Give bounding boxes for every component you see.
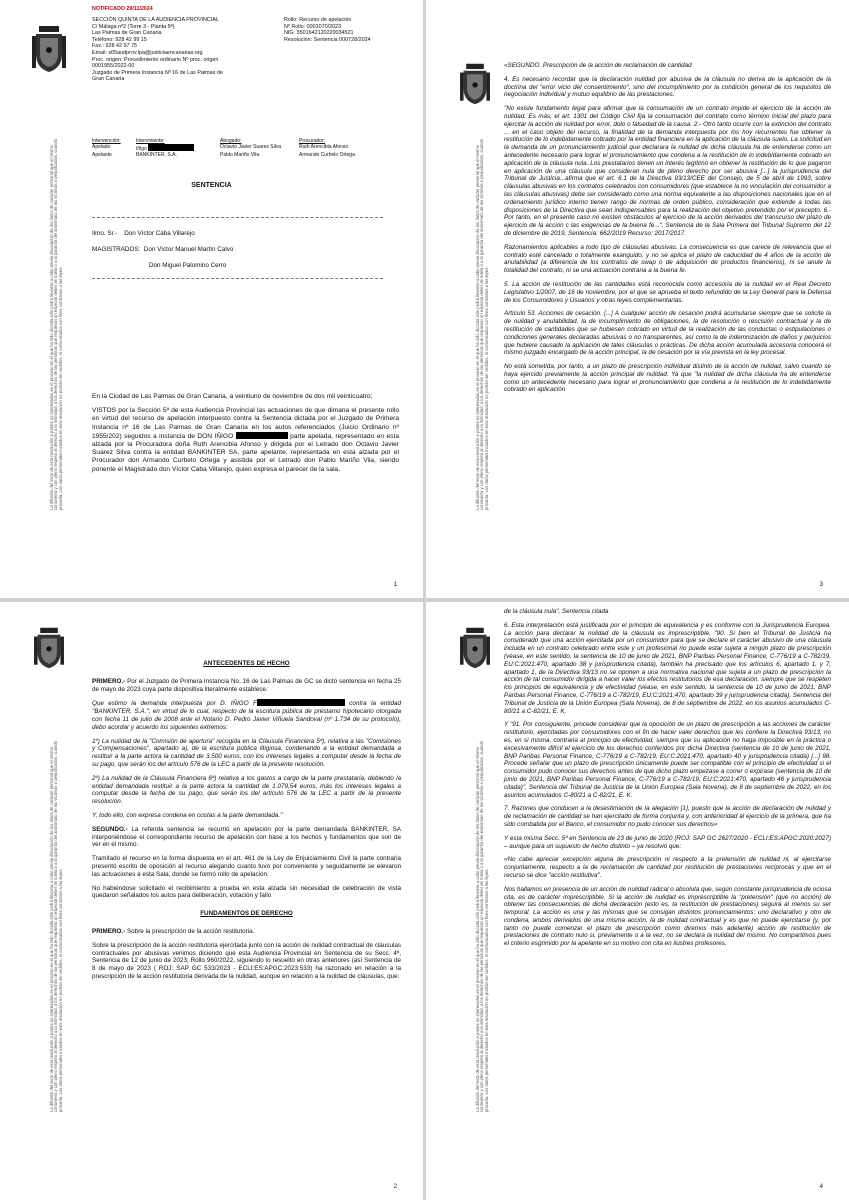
- table-cell: Apelante: [92, 152, 112, 158]
- text-run: contra la entidad "BANKINTER, S.A."; en virtud de lo cual, respecto de la escritura pública de préstamo hipotecario otorgada con fecha 11 de julio de 2008 ante el Notario D. Pedro Javier Viñuela Sandoval (nº 1.734 de su protocolo), debo acordar y acuerdo los siguientes extremos:: [92, 700, 401, 731]
- paragraph: 5. La acción de restitución de las cantidades está reconocida como accesoria de la nulidad en el Real Decreto Legislativo 1/2007, de 16 de noviembre, por el que se aprueba el texto refundido de la Ley General para la Defensa de los Consumidores y Usuarios y otras leyes complementarias.: [504, 280, 831, 304]
- column-header: Procurador:: [299, 138, 326, 144]
- judges-block: [92, 230, 233, 270]
- privacy-side-note: La difusión del texto de esta resolución a partes no interesadas en el proceso en el que ha sido dictada sólo podrá llevarse a cabo previa disociación de los datos de carácter personal que el mismo contuviera y con pleno respeto al derecho a la intimidad, a los derechos de las personas que requieran un especial deber de tutela o a la garantía del anonimato de las víctimas o perjudicados, cuando proceda. Los datos personales incluidos en esta resolución no podrán ser cedidos, ni comunicados con fines contrarios a las leyes.: [49, 740, 63, 1112]
- header-line: Fax.: 928 42 97 75: [92, 43, 137, 50]
- text-run: Que estimo la demanda interpuesta por D. IÑIGO F: [92, 700, 257, 708]
- paragraph: Y "91. Por consiguiente, procede considerar que la oposición de un plazo de prescripción a las acciones de carácter restitutorio, ejercitadas por consumidores con el fin de hacer valer derechos que les confiere la Directiva 93/13, no es, en sí misma, contraria al principio de efectividad, siempre que su aplicación no haga imposible en la práctica o excesivamente difícil el ejercicio de los derechos conferidos por dicha Directiva (sentencia de 10 de junio de 2021, BNP Paribas Personal Finance, C-776/19 a C-782/19, EU:C:2021:470, apartado 40 y jurisprudencia citada) [...] 98. Procede señalar que un plazo de prescripción únicamente puede ser compatible con el principio de efectividad si el consumidor pudo conocer sus derechos antes de que dicho plazo empezase a correr o expirase (sentencia de 10 de junio de 2021, BNP Paribas Personal Finance, C-776/19 a C-782/19, EU:C:2021:470, apartado 46 y jurisprudencia citada)", Sentencia del Tribunal de Justicia de la Unión Europea (Sala Novena), de 8 de septiembre de 2022, en los asuntos acumulados C-80/21 a C-82/21, E. K.: [504, 721, 831, 799]
- redaction-bar: [257, 699, 345, 706]
- text-run: parte apelada, representado en esta alzada por la Procuradora doña Ruth Arencibia Afonso y dirigida por el Letrado don Octavio Javier Suárez Silva contra la entidad BANKINTER SA, parte apelante, representada en esta alzada por el Procurador don Armando Curbelo Ortega y asistida por el Letrado don Pablo Mariño Vila, siendo ponente el Magistrado don Víctor Caba Villarejo, quien expresa el parecer de la sala.: [92, 432, 399, 473]
- header-line: Gran Canaria: [92, 76, 125, 83]
- page-number: 1: [393, 582, 397, 588]
- header-line: Email: s05audprov.lpa@justiciaencanarias.org: [92, 49, 203, 56]
- header-line: C/ Málaga nº2 (Torre 3 - Planta 5ª): [92, 23, 175, 30]
- case-line: Nº Rollo: 0001070/2023: [284, 23, 342, 30]
- paragraph-label: SEGUNDO.-: [92, 825, 128, 833]
- page-number: 3: [819, 582, 823, 588]
- header-line: Juzgado de Primera Instancia Nº 16 de Las Palmas de: [92, 69, 223, 76]
- document-page-4: [426, 602, 849, 1200]
- page4-body: [504, 608, 831, 954]
- paragraph-label: PRIMERO.-: [92, 927, 126, 935]
- header-line: Teléfono: 928 42 99 15: [92, 36, 147, 43]
- column-header: Intervención:: [92, 138, 121, 144]
- judge-label: Ilmo. Sr.-: [92, 230, 118, 237]
- section-heading: ANTECEDENTES DE HECHO: [203, 660, 290, 667]
- page2-body: [92, 650, 401, 987]
- column-header: Abogado:: [220, 138, 242, 144]
- quoted-item: Y, todo ello, con expresa condena en costas a la parte demandada.": [92, 811, 283, 819]
- coat-of-arms-icon: [458, 62, 492, 106]
- paragraph: 6. Esta interpretación está justificada por el principio de equivalencia y es conforme con la Jurisprudencia Europea. La acción para declarar la nulidad de la cláusula es imprescriptible. "90. Si bien el Tribunal de Justicia ha considerado que una acción ejercitada por un consumidor para que se declare el carácter abusivo de una cláusula incluida en un contrato celebrado entre este y un profesional no puede estar sujeta a ningún plazo de prescripción (véase, en este sentido, la sentencia de 10 de junio de 2021, BNP Paribas Personal Finance, C-776/19 a C-782/19, EU:C:2021:470, apartado 38 y jurisprudencia citada), también ha precisado que los artículos 6, apartado 1, y 7, apartado 1, de la Directiva 93/13 no se oponen a una normativa nacional que sujeta a un plazo de prescripción la acción de tal consumidor dirigida a hacer valer los efectos restitutorios de esa declaración, siempre que se respeten los principios de equivalencia y de efectividad (véase, en este sentido, la sentencia de 10 de junio de 2021, BNP Paribas Personal Finance, C-776/19 a C-782/19, EU:C:2021:470, apartado 39 y jurisprudencia citada), Sentencia del Tribunal de Justicia de la Unión Europea (Sala Novena), de 8 de septiembre de 2022, en los asuntos acumulados C-80/21 a C-82/21, E. K.: [504, 621, 831, 715]
- paragraph: Sobre la prescripción de la acción restitutoria ejercitada junto con la acción de nulidad contractual de cláusulas contractuales por abusivas venimos diciendo que esta Audiencia Provincial en Sentencia de su Secc. 4ª, Sentencia de 12 de junio de 2023; Rollo 960/2022, siguiendo lo resuelto en otras anteriores (así Sentencia de 8 de mayo de 2023 ( ROJ: SAP GC 533/2023 - ECLI:ES:APGC:2023:533) ha razonado en relación a la prescripción de la acción restitutoria derivada de la nulidad, aunque en relación a la nulidad de cláusulas, que:: [92, 941, 401, 980]
- paragraph: 4. Es necesario recordar que la declaración nulidad por abusiva de la cláusula no deriva de la aplicación de la doctrina del "error vicio del consentimiento", sino del incumplimiento por la condición general de los requisitos de negociación individual y mutuo equilibrio de las prestaciones.: [504, 75, 831, 99]
- paragraph: 7. Razones que conducen a la desestimación de la alegación [1], puesto que la acción de declaración de nulidad y de reclamación de cantidad se han ejercitado de forma conjunta y, con anterioridad al ejercicio de la primera, que ha sido combatida por el Banco, el consumidor no pudo conocer sus derechos»: [504, 805, 831, 828]
- sentence-title: SENTENCIA: [191, 182, 232, 189]
- table-cell: Octavio Javier Suarez Silva: [220, 144, 282, 150]
- text-run: Sobre la prescripción de la acción restitutoria.: [126, 927, 255, 935]
- paragraph: Nos hallamos en presencia de un acción de nulidad radical o absoluta que, según constante jurisprudencia de ociosa cita, es de carácter imprescriptible. Si la acción de nulidad es imprescriptible la "pretensión" (que no acción) de obtener las consecuencias de dicha declaración (esto es, la restitución de prestaciones) seguirá al menos su ser temporal. La acción es una y las mismas que se consigan distintos pronunciamientos: uno declarativo y otro de condena, ambos derivados de una misma acción, la de nulidad contractual y es que no puede ejercitarse (y, por tanto no puede comenzar el plazo de prescripción como diremos más adelante) acción de restitución de prestaciones de contrato nulo si, previamente o a la vez, no se declara la nulidad del mismo. No compartimos pues el criterio esgrimido por la apelante en su motivo con cita en ilustres profesores.: [504, 885, 831, 948]
- section-heading: FUNDAMENTOS DE DERECHO: [200, 910, 293, 918]
- paragraph: [92, 826, 401, 849]
- case-line: NIG: 3501642120220034521: [284, 30, 354, 37]
- paragraph: "No existe fundamento legal para afirmar que la consumación de un contrato impide el ejercicio de la acción de nulidad. Es más, el art. 1301 del Código Civil fija la consumación del contrato como término inicial del plazo para ejercitar la acción de nulidad por error, dolo o falsedad de la causa. 2.- Otro tanto ocurre con la extinción del contrato ... en el caso objeto del recurso, la finalidad de la demanda interpuesta por los hoy recurrentes fue obtener la restitución de lo indebidamente cobrado por la entidad financiera en la aplicación de la cláusula suelo. La solicitud en la demanda de un pronunciamiento judicial que declarara la nulidad de dicha cláusula ha de entenderse como un antecedente necesario para lograr el pronunciamiento que condena a la restitución de lo indebidamente cobrado en aplicación de la cláusula nula. Los prestatarios tienen un interés legítimo en obtener la restitución de lo que pagaron en aplicación de una cláusula que consideran nula de pleno derecho por ser abusiva [...] la jurisprudencia del Tribunal de Justicia...afirma que el art. 6.1 de la Directiva 93/13/CEE del Consejo, de 5 de abril de 1993, sobre cláusulas abusivas en los contratos celebrados con consumidores (que establece la no vinculación del consumidor a las cláusulas abusivas) debe ser considerado como una norma equivalente a las disposiciones nacionales que en el ordenamiento jurídico interno tienen rango de normas de orden público, consideración que extiende a todas las disposiciones de la Directiva que sean indispensables para la realización del objetivo pretendido por el precepto. 6.- Por tanto, en el presente caso no existen obstáculos al ejercicio de la acción derivados del transcurso del plazo de ejercicio de la acción c las exigencias de la buena fe...", Sentencia de la Sala Primera del Tribunal Supremo del 12 de diciembre de 2019, Sentencia: 662/2019 Recurso: 2017/2017.: [504, 105, 831, 237]
- privacy-side-note: La difusión del texto de esta resolución a partes no interesadas en el proceso en el que ha sido dictada sólo podrá llevarse a cabo previa disociación de los datos de carácter personal que el mismo contuviera y con pleno respeto al derecho a la intimidad, a los derechos de las personas que requieran un especial deber de tutela o a la garantía del anonimato de las víctimas o perjudicados, cuando proceda. Los datos personales incluidos en esta resolución no podrán ser cedidos, ni comunicados con fines contrarios a las leyes.: [475, 138, 489, 510]
- table-cell: [136, 144, 220, 152]
- redaction-bar: [148, 144, 194, 151]
- place-date: En la Ciudad de Las Palmas de Gran Canaria, a veintiuno de noviembre de dos mil veinticuatro;: [92, 393, 373, 400]
- divider: [92, 217, 383, 218]
- quoted-item: 1º) La nulidad de la "Comisión de apertura" recogida en la Cláusula Financiera 5ª), relativa a las "Comisiones y Compensaciones", apartado a), de la escritura pública litigiosa, condenando a la entidad demandada a restituir a la parte actora la cantidad de 3.500 euros, con los intereses legales a computar desde la fecha de su pago, que serán los del artículo 576 de la LEC a partir de la presente resolución.: [92, 737, 401, 768]
- paragraph: [92, 928, 401, 936]
- quoted-paragraph: [92, 699, 401, 731]
- coat-of-arms-icon: [30, 24, 68, 74]
- header-line: 0001955/2022-00: [92, 63, 135, 70]
- paragraph: «SEGUNDO. Prescripción de la acción de reclamación de cantidad: [504, 62, 692, 69]
- judge-line: [92, 246, 233, 254]
- judge-label: MAGISTRADOS:: [92, 246, 141, 253]
- notification-stamp: NOTIFICADO 29/11/2024: [92, 6, 153, 12]
- text-run: VISTOS por la Sección 5ª de esta Audiencia Provincial las actuaciones de que dimana el presente rollo en virtud del recurso de apelación interpuesto contra la Sentencia dictada por el Juzgado de Primera Instancia nº 16 de Las Palmas de Gran Canaria en los autos referenciados (Juicio Ordinario nº 1955/202) seguidos a instancia de DON IÑIGO: [92, 407, 399, 440]
- case-reference: [284, 17, 419, 43]
- paragraph: No está sometida, por tanto, a un plazo de prescripción individual distinto de la acción de nulidad, salvo cuando se haya ejercido previamente la acción principal de nulidad. Ya que "la nulidad de dicha cláusula ha de entenderse como un antecedente necesario para lograr el pronunciamiento que condena a la restitución de lo indebidamente cobrado en aplicación: [504, 363, 831, 394]
- paragraph: No habiéndose solicitado el recibimiento a prueba en esta alzada sin necesidad de celebración de vista quedaron señalados los autos para deliberación, votación y fallo: [92, 884, 401, 900]
- paragraph: Y esta misma Secc. 5ª en Sentencia de 23 de junio de 2020 (ROJ: SAP GC 2627/2020 - ECLI:ES:APGC:2020:2027) – aunque para un supuesto de hecho distinto – ya resolvió que:: [504, 834, 831, 850]
- divider: [92, 278, 383, 279]
- privacy-side-note: La difusión del texto de esta resolución a partes no interesadas en el proceso en el que ha sido dictada sólo podrá llevarse a cabo previa disociación de los datos de carácter personal que el mismo contuviera y con pleno respeto al derecho a la intimidad, a los derechos de las personas que requieran un especial deber de tutela o a la garantía del anonimato de las víctimas o perjudicados, cuando proceda. Los datos personales incluidos en esta resolución no podrán ser cedidos, ni comunicados con fines contrarios a las leyes.: [475, 740, 489, 1112]
- case-line: Rollo: Recurso de apelación: [284, 17, 352, 23]
- column-header: Interviniente:: [136, 138, 165, 144]
- coat-of-arms-icon: [32, 626, 66, 670]
- table-row: [92, 144, 379, 152]
- header-line: Proc. origen: Procedimiento ordinario Nº proc. origen: [92, 56, 219, 63]
- document-page-3: [426, 0, 849, 598]
- judge-name: Don Víctor Caba Villarejo: [124, 230, 195, 237]
- document-page-2: [0, 602, 423, 1200]
- paragraph: de la cláusula nula", Sentencia citada: [504, 608, 609, 615]
- text-run: Por el Juzgado de Primera Instancia No. 16 de Las Palmas de GC se dictó sentencia en fecha 25 de mayo de 2023 cuya parte dispositiva literalmente establece:: [92, 677, 401, 693]
- paragraph: «No cabe apreciar excepción alguna de prescripción ni respecto a la pretensión de nulidad ni, al ejercitarse conjuntamente, respecto a la de reclamación de cantidad por restitución de prestaciones recíprocas y que en el recurso se dice "acción restitutiva".: [504, 856, 831, 879]
- header-line: SECCIÓN QUINTA DE LA AUDIENCIA PROVINCIAL: [92, 17, 219, 23]
- document-page-1: [0, 0, 423, 598]
- party-name: Iñigo: [136, 146, 147, 152]
- vistos-paragraph: [92, 407, 399, 474]
- paragraph: Razonamientos aplicables a todo tipo de cláusulas abusivas. La consecuencia es que carece de relevancia que el contrato esté cancelado o totalmente exanguido, y no se aplica el plazo de caducidad de 4 años de la acción de anulabilidad (a diferencia de los contratos de swap o de adquisición de productos financieros), ni se anule la totalidad del contrato, ni se una actuación contraria a la buena fe.: [504, 243, 831, 275]
- judge-name: Don Miguel Palomino Cerro: [149, 262, 227, 269]
- judge-name: Don Víctor Manuel Martín Calvo: [143, 246, 234, 253]
- parties-table: [92, 138, 379, 158]
- coat-of-arms-icon: [458, 626, 492, 670]
- table-cell: Armando Curbelo Ortega: [299, 152, 355, 158]
- page3-body: [504, 62, 831, 400]
- table-cell: BANKINTER, S.A.: [136, 152, 177, 158]
- header-line: Las Palmas de Gran Canaria: [92, 30, 162, 37]
- quoted-item: 2º) La nulidad de la Cláusula Financiera 6ª) relativa a los gastos a cargo de la parte prestataria, debiendo la entidad demandada restituir a la parte actora la cantidad de 1.079,54 euros, más los intereses legales a computar desde la fecha de su pago, que serán los del artículo 576 de la LEC a partir de la presente resolución.: [92, 774, 401, 806]
- privacy-side-note: La difusión del texto de esta resolución a partes no interesadas en el proceso en el que ha sido dictada sólo podrá llevarse a cabo previa disociación de los datos de carácter personal que el mismo contuviera y con pleno respeto al derecho a la intimidad, a los derechos de las personas que requieran un especial deber de tutela o a la garantía del anonimato de las víctimas o perjudicados, cuando proceda. Los datos personales incluidos en esta resolución no podrán ser cedidos, ni comunicados con fines contrarios a las leyes.: [49, 138, 63, 510]
- judge-line: [92, 230, 233, 238]
- redaction-bar: [236, 432, 288, 439]
- paragraph-label: PRIMERO.-: [92, 677, 126, 685]
- text-run: La referida sentencia se recurrió en apelación por la parte demandada BANKINTER, SA interponiéndose el correspondiente recurso de apelación con base a los hechos y fundamentos que son de ver en el mismo.: [92, 825, 401, 849]
- paragraph: Tramitado el recurso en la forma dispuesta en el art. 461 de la Ley de Enjuiciamiento Civil la parte contraria presentó escrito de oposición al recurso alegando cuanto tuvo por conveniente y seguidamente se elevaron las actuaciones a esta Sala, donde se formó rollo de apelación.: [92, 855, 401, 878]
- paragraph: Artículo 53. Acciones de cesación. [...] A cualquier acción de cesación podrá acumularse siempre que se solicite la de nulidad y anulabilidad, la de incumplimiento de obligaciones, la de resolución o rescisión contractual y la de restitución de cantidades que se hubiesen cobrado en virtud de la realización de las conductas o estipulaciones o condiciones generales declaradas abusivas o no transparentes, así como la de indemnización de daños y perjuicios que hubiere causado la aplicación de tales cláusulas o prácticas. De dicha acción acumulada accesoria conocerá el mismo juzgado encargado de la acción principal, la de cesación por la vía prevista en la ley procesal.: [504, 310, 831, 357]
- table-row: [92, 152, 379, 158]
- court-header: [92, 17, 277, 83]
- page1-body: [92, 393, 399, 480]
- page-number: 4: [819, 1184, 823, 1190]
- case-line: Resolución: Sentencia 000728/2024: [284, 36, 371, 43]
- table-cell: Pablo Mariño Vila: [220, 152, 260, 158]
- paragraph: [92, 678, 401, 694]
- table-cell: Apelado: [92, 144, 111, 150]
- page-number: 2: [393, 1184, 397, 1190]
- table-cell: Ruth Arencibia Afonso: [299, 144, 349, 150]
